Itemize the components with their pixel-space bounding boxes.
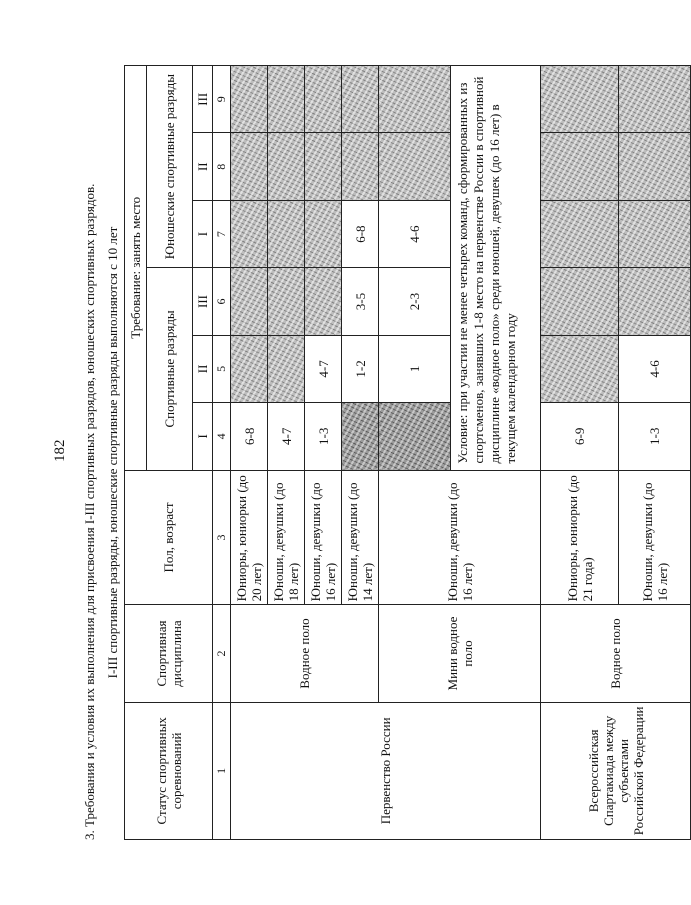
header-status: Статус спортивных соревнований bbox=[125, 702, 213, 839]
column-number: 4 bbox=[213, 403, 231, 470]
gender-age-cell: Юноши, девушки (до 16 лет) bbox=[379, 470, 541, 605]
status-cell: Первенство России bbox=[231, 702, 541, 839]
value-cell: 6-8 bbox=[231, 403, 268, 470]
gender-age-cell: Юноши, девушки (до 18 лет) bbox=[268, 470, 305, 605]
gender-age-cell: Юниоры, юниорки (до 21 года) bbox=[541, 470, 619, 605]
header-discipline: Спортивная дисциплина bbox=[125, 605, 213, 702]
hatched-cell bbox=[268, 268, 305, 335]
column-number: 6 bbox=[213, 268, 231, 335]
hatched-cell bbox=[305, 268, 342, 335]
header-sport-rank-1: I bbox=[193, 403, 213, 470]
gender-age-cell: Юноши, девушки (до 14 лет) bbox=[342, 470, 379, 605]
document-title: 3. Требования и условия их выполнения для присвоения I-III спортивных разрядов, юношеских спортивных разрядов. bbox=[82, 183, 97, 840]
hatched-cell bbox=[342, 66, 379, 134]
status-cell: Всероссийская Спартакиада между субъектами Российской Федерации bbox=[541, 702, 691, 839]
value-cell: 1-3 bbox=[305, 403, 342, 470]
hatched-cell bbox=[231, 200, 268, 267]
condition-text: Условие: при участии не менее четырех команд, сформированных из спортсменов, занявших 1-8 место на первенстве России в спортивной дисциплине «водное поло» среди юношей, девушек (до 16 лет) в текущем календарном году bbox=[451, 66, 541, 471]
header-sport-rank-3: III bbox=[193, 268, 213, 335]
requirements-table bbox=[124, 65, 691, 840]
hatched-cell bbox=[379, 133, 451, 200]
header-gender-age: Пол, возраст bbox=[125, 470, 213, 605]
hatched-cell bbox=[619, 268, 691, 335]
hatched-cell bbox=[231, 268, 268, 335]
hatched-cell bbox=[305, 66, 342, 134]
document-subtitle: I-III спортивные разряды, юношеские спортивные разряды выполняются с 10 лет bbox=[105, 226, 120, 679]
value-cell: 4-6 bbox=[619, 335, 691, 402]
value-cell: 3-5 bbox=[342, 268, 379, 335]
hatched-cell bbox=[231, 335, 268, 402]
column-number: 1 bbox=[213, 702, 231, 839]
column-number: 2 bbox=[213, 605, 231, 702]
header-youth-rank-3: III bbox=[193, 66, 213, 134]
hatched-cell bbox=[231, 66, 268, 134]
column-number: 7 bbox=[213, 200, 231, 267]
discipline-cell: Мини водное поло bbox=[379, 605, 541, 702]
column-number: 5 bbox=[213, 335, 231, 402]
hatched-cell bbox=[541, 335, 619, 402]
hatched-cell bbox=[268, 66, 305, 134]
value-cell: 4-7 bbox=[305, 335, 342, 402]
hatched-cell bbox=[541, 66, 619, 134]
discipline-cell: Водное поло bbox=[541, 605, 691, 702]
column-number: 9 bbox=[213, 66, 231, 134]
value-cell: 6-8 bbox=[342, 200, 379, 267]
gender-age-cell: Юноши, девушки (до 16 лет) bbox=[619, 470, 691, 605]
header-requirement: Требование: занять место bbox=[125, 66, 147, 471]
gender-age-cell: Юноши, девушки (до 16 лет) bbox=[305, 470, 342, 605]
hatched-cell bbox=[619, 66, 691, 134]
table-row bbox=[231, 66, 268, 840]
hatched-cell bbox=[231, 133, 268, 200]
hatched-cell bbox=[342, 133, 379, 200]
hatched-cell bbox=[342, 403, 379, 470]
column-number: 8 bbox=[213, 133, 231, 200]
hatched-cell bbox=[305, 200, 342, 267]
page-number: 182 bbox=[52, 439, 68, 462]
value-cell: 1-3 bbox=[619, 403, 691, 470]
discipline-cell: Водное поло bbox=[231, 605, 379, 702]
header-youth-rank-2: II bbox=[193, 133, 213, 200]
hatched-cell bbox=[619, 133, 691, 200]
value-cell: 1-2 bbox=[342, 335, 379, 402]
hatched-cell bbox=[268, 200, 305, 267]
hatched-cell bbox=[379, 403, 451, 470]
value-cell: 2-3 bbox=[379, 268, 451, 335]
header-youth-ranks: Юношеские спортивные разряды bbox=[147, 66, 193, 268]
hatched-cell bbox=[268, 133, 305, 200]
hatched-cell bbox=[268, 335, 305, 402]
header-youth-rank-1: I bbox=[193, 200, 213, 267]
table-row bbox=[541, 66, 619, 840]
hatched-cell bbox=[305, 133, 342, 200]
header-sport-rank-2: II bbox=[193, 335, 213, 402]
hatched-cell bbox=[541, 268, 619, 335]
column-number: 3 bbox=[213, 470, 231, 605]
value-cell: 6-9 bbox=[541, 403, 619, 470]
header-sport-ranks: Спортивные разряды bbox=[147, 268, 193, 470]
hatched-cell bbox=[541, 200, 619, 267]
hatched-cell bbox=[619, 200, 691, 267]
hatched-cell bbox=[541, 133, 619, 200]
value-cell: 1 bbox=[379, 335, 451, 402]
gender-age-cell: Юниоры, юниорки (до 20 лет) bbox=[231, 470, 268, 605]
hatched-cell bbox=[379, 66, 451, 134]
value-cell: 4-7 bbox=[268, 403, 305, 470]
rotated-page-content bbox=[78, 65, 670, 840]
value-cell: 4-6 bbox=[379, 200, 451, 267]
